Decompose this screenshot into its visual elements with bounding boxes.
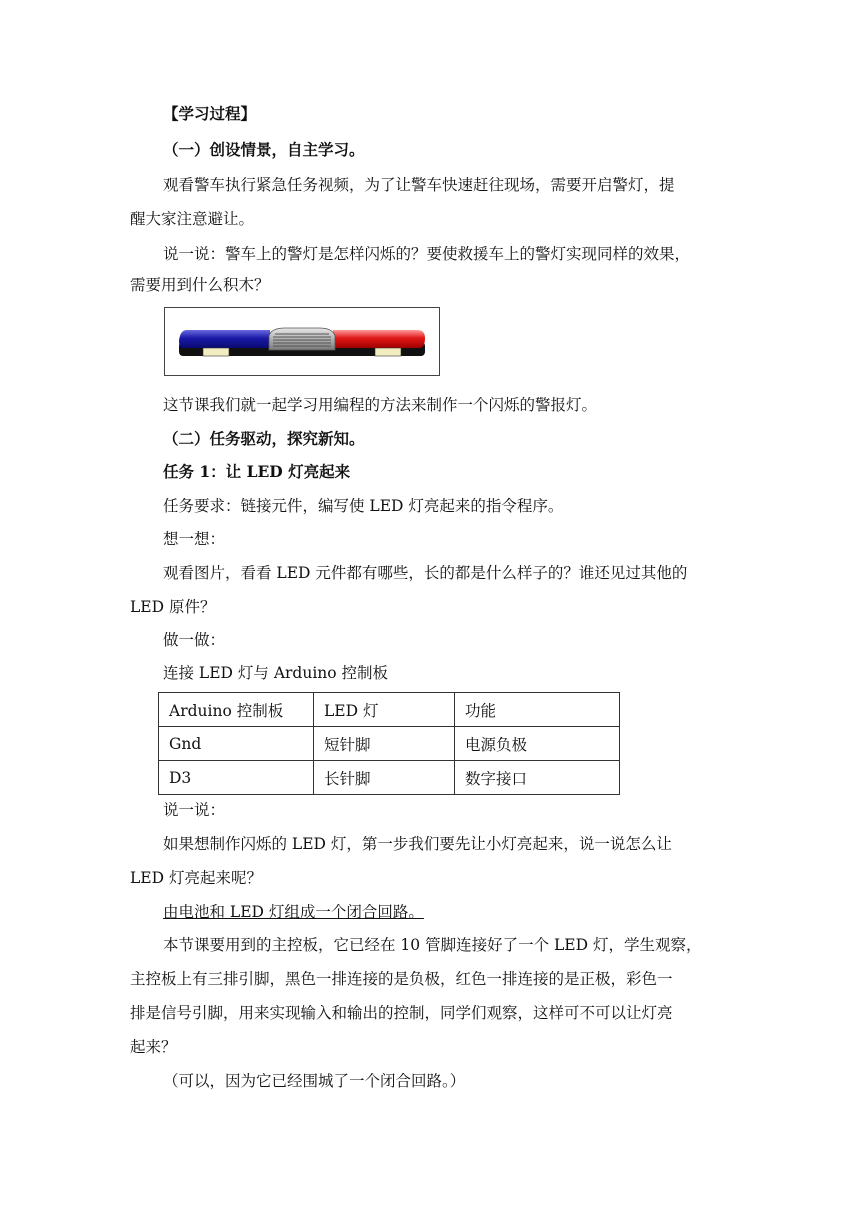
table-cell: D3 (159, 761, 314, 795)
paragraph-line: 想一想： (163, 530, 226, 548)
table-cell: LED 灯 (314, 693, 455, 727)
table-row (159, 761, 620, 795)
paragraph-line: 如果想制作闪烁的 LED 灯，第一步我们要先让小灯亮起来，说一说怎么让 (163, 835, 672, 853)
answer-line: 由电池和 LED 灯组成一个闭合回路。 (163, 903, 424, 921)
table-cell: 功能 (455, 693, 620, 727)
paragraph-line: 醒大家注意避让。 (130, 210, 255, 228)
section-title: （一）创设情景，自主学习。 (163, 140, 365, 159)
paragraph-line: 排是信号引脚，用来实现输入和输出的控制，同学们观察，这样可不可以让灯亮 (130, 1004, 673, 1022)
table-cell: 电源负极 (455, 727, 620, 761)
table-row (159, 693, 620, 727)
table-row (159, 727, 620, 761)
paragraph-line: 观看图片，看看 LED 元件都有哪些，长的都是什么样子的？谁还见过其他的 (163, 564, 688, 582)
paragraph-line: 任务要求：链接元件，编写使 LED 灯亮起来的指令程序。 (163, 497, 564, 515)
paragraph-line: （可以，因为它已经围城了一个闭合回路。） (163, 1072, 466, 1090)
paragraph-line: 主控板上有三排引脚，黑色一排连接的是负极，红色一排连接的是正极，彩色一 (130, 970, 673, 988)
light-bar-image (165, 308, 439, 375)
paragraph-line: 起来？ (130, 1038, 177, 1056)
paragraph-line: 做一做： (163, 631, 226, 649)
task-title: 任务 1：让 LED 灯亮起来 (163, 462, 351, 481)
police-light-figure (164, 307, 440, 376)
paragraph-line: 本节课要用到的主控板，它已经在 10 管脚连接好了一个 LED 灯，学生观察， (163, 936, 702, 954)
table-cell: Arduino 控制板 (159, 693, 314, 727)
table-cell: 长针脚 (314, 761, 455, 795)
red-lamp (333, 330, 425, 348)
paragraph-line: 需要用到什么积木？ (130, 276, 270, 294)
connection-table (158, 692, 620, 795)
table-cell: 短针脚 (314, 727, 455, 761)
center-speaker (269, 328, 335, 350)
paragraph-line: LED 原件？ (130, 598, 216, 616)
section-title: （二）任务驱动，探究新知。 (163, 429, 365, 448)
heading: 【学习过程】 (163, 104, 257, 123)
blue-lamp (179, 330, 270, 348)
table-cell: 数字接口 (455, 761, 620, 795)
paragraph-line: 说一说： (163, 801, 226, 819)
paragraph-line: 观看警车执行紧急任务视频，为了让警车快速赶往现场，需要开启警灯，提 (163, 176, 675, 194)
paragraph-line: 说一说：警车上的警灯是怎样闪烁的？要使救援车上的警灯实现同样的效果， (163, 245, 691, 263)
paragraph-line: LED 灯亮起来呢？ (130, 869, 262, 887)
table-caption: 连接 LED 灯与 Arduino 控制板 (163, 664, 389, 682)
table-cell: Gnd (159, 727, 314, 761)
paragraph-line: 这节课我们就一起学习用编程的方法来制作一个闪烁的警报灯。 (163, 396, 598, 414)
